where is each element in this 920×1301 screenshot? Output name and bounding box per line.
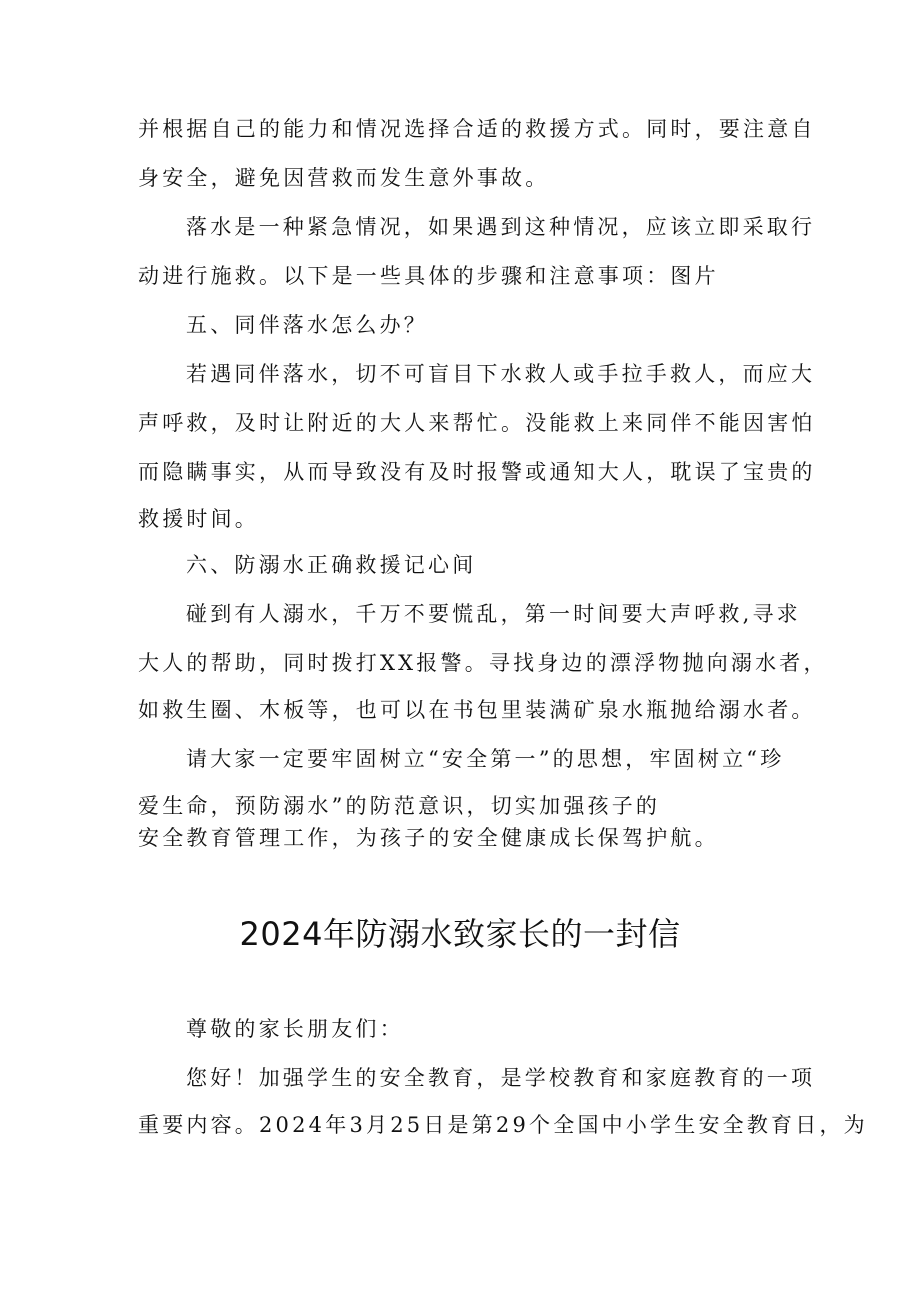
paragraph-line: 动进行施救。以下是一些具体的步骤和注意事项：图片 [138, 264, 719, 288]
paragraph-line: 身安全，避免因营救而发生意外事故。 [138, 166, 550, 190]
paragraph-line: 大人的帮助，同时拨打XX报警。寻找身边的漂浮物抛向溺水者， [138, 651, 828, 675]
paragraph-line: 落水是一种紧急情况，如果遇到这种情况，应该立即采取行 [186, 215, 816, 239]
paragraph-line: 您好！加强学生的安全教育，是学校教育和家庭教育的一项 [186, 1066, 816, 1090]
paragraph-line: 救援时间。 [138, 507, 259, 531]
paragraph-line: 请大家一定要牢固树立“安全第一”的思想，牢固树立“珍 [186, 747, 785, 771]
paragraph-line: 如救生圈、木板等，也可以在书包里装满矿泉水瓶抛给溺水者。 [138, 698, 816, 722]
paragraph-line: 声呼救，及时让附近的大人来帮忙。没能救上来同伴不能因害怕 [138, 411, 816, 435]
section-heading: 五、同伴落水怎么办？ [186, 313, 428, 337]
letter-title: 2024年防溺水致家长的一封信 [239, 915, 681, 953]
paragraph-line: 重要内容。2024年3月25日是第29个全国中小学生安全教育日，为 [138, 1113, 868, 1137]
paragraph-line: 爱生命，预防溺水”的防范意识，切实加强孩子的 [138, 794, 661, 818]
paragraph-line: 而隐瞒事实，从而导致没有及时报警或通知大人，耽误了宝贵的 [138, 460, 816, 484]
letter-salutation: 尊敬的家长朋友们： [186, 1017, 404, 1041]
paragraph-line: 碰到有人溺水，千万不要慌乱，第一时间要大声呼救,寻求 [186, 602, 801, 626]
paragraph-line: 并根据自己的能力和情况选择合适的救援方式。同时，要注意自 [138, 117, 816, 141]
section-heading: 六、防溺水正确救援记心间 [186, 553, 477, 577]
paragraph-line: 若遇同伴落水，切不可盲目下水救人或手拉手救人，而应大 [186, 362, 816, 386]
paragraph-line: 安全教育管理工作，为孩子的安全健康成长保驾护航。 [138, 826, 719, 850]
